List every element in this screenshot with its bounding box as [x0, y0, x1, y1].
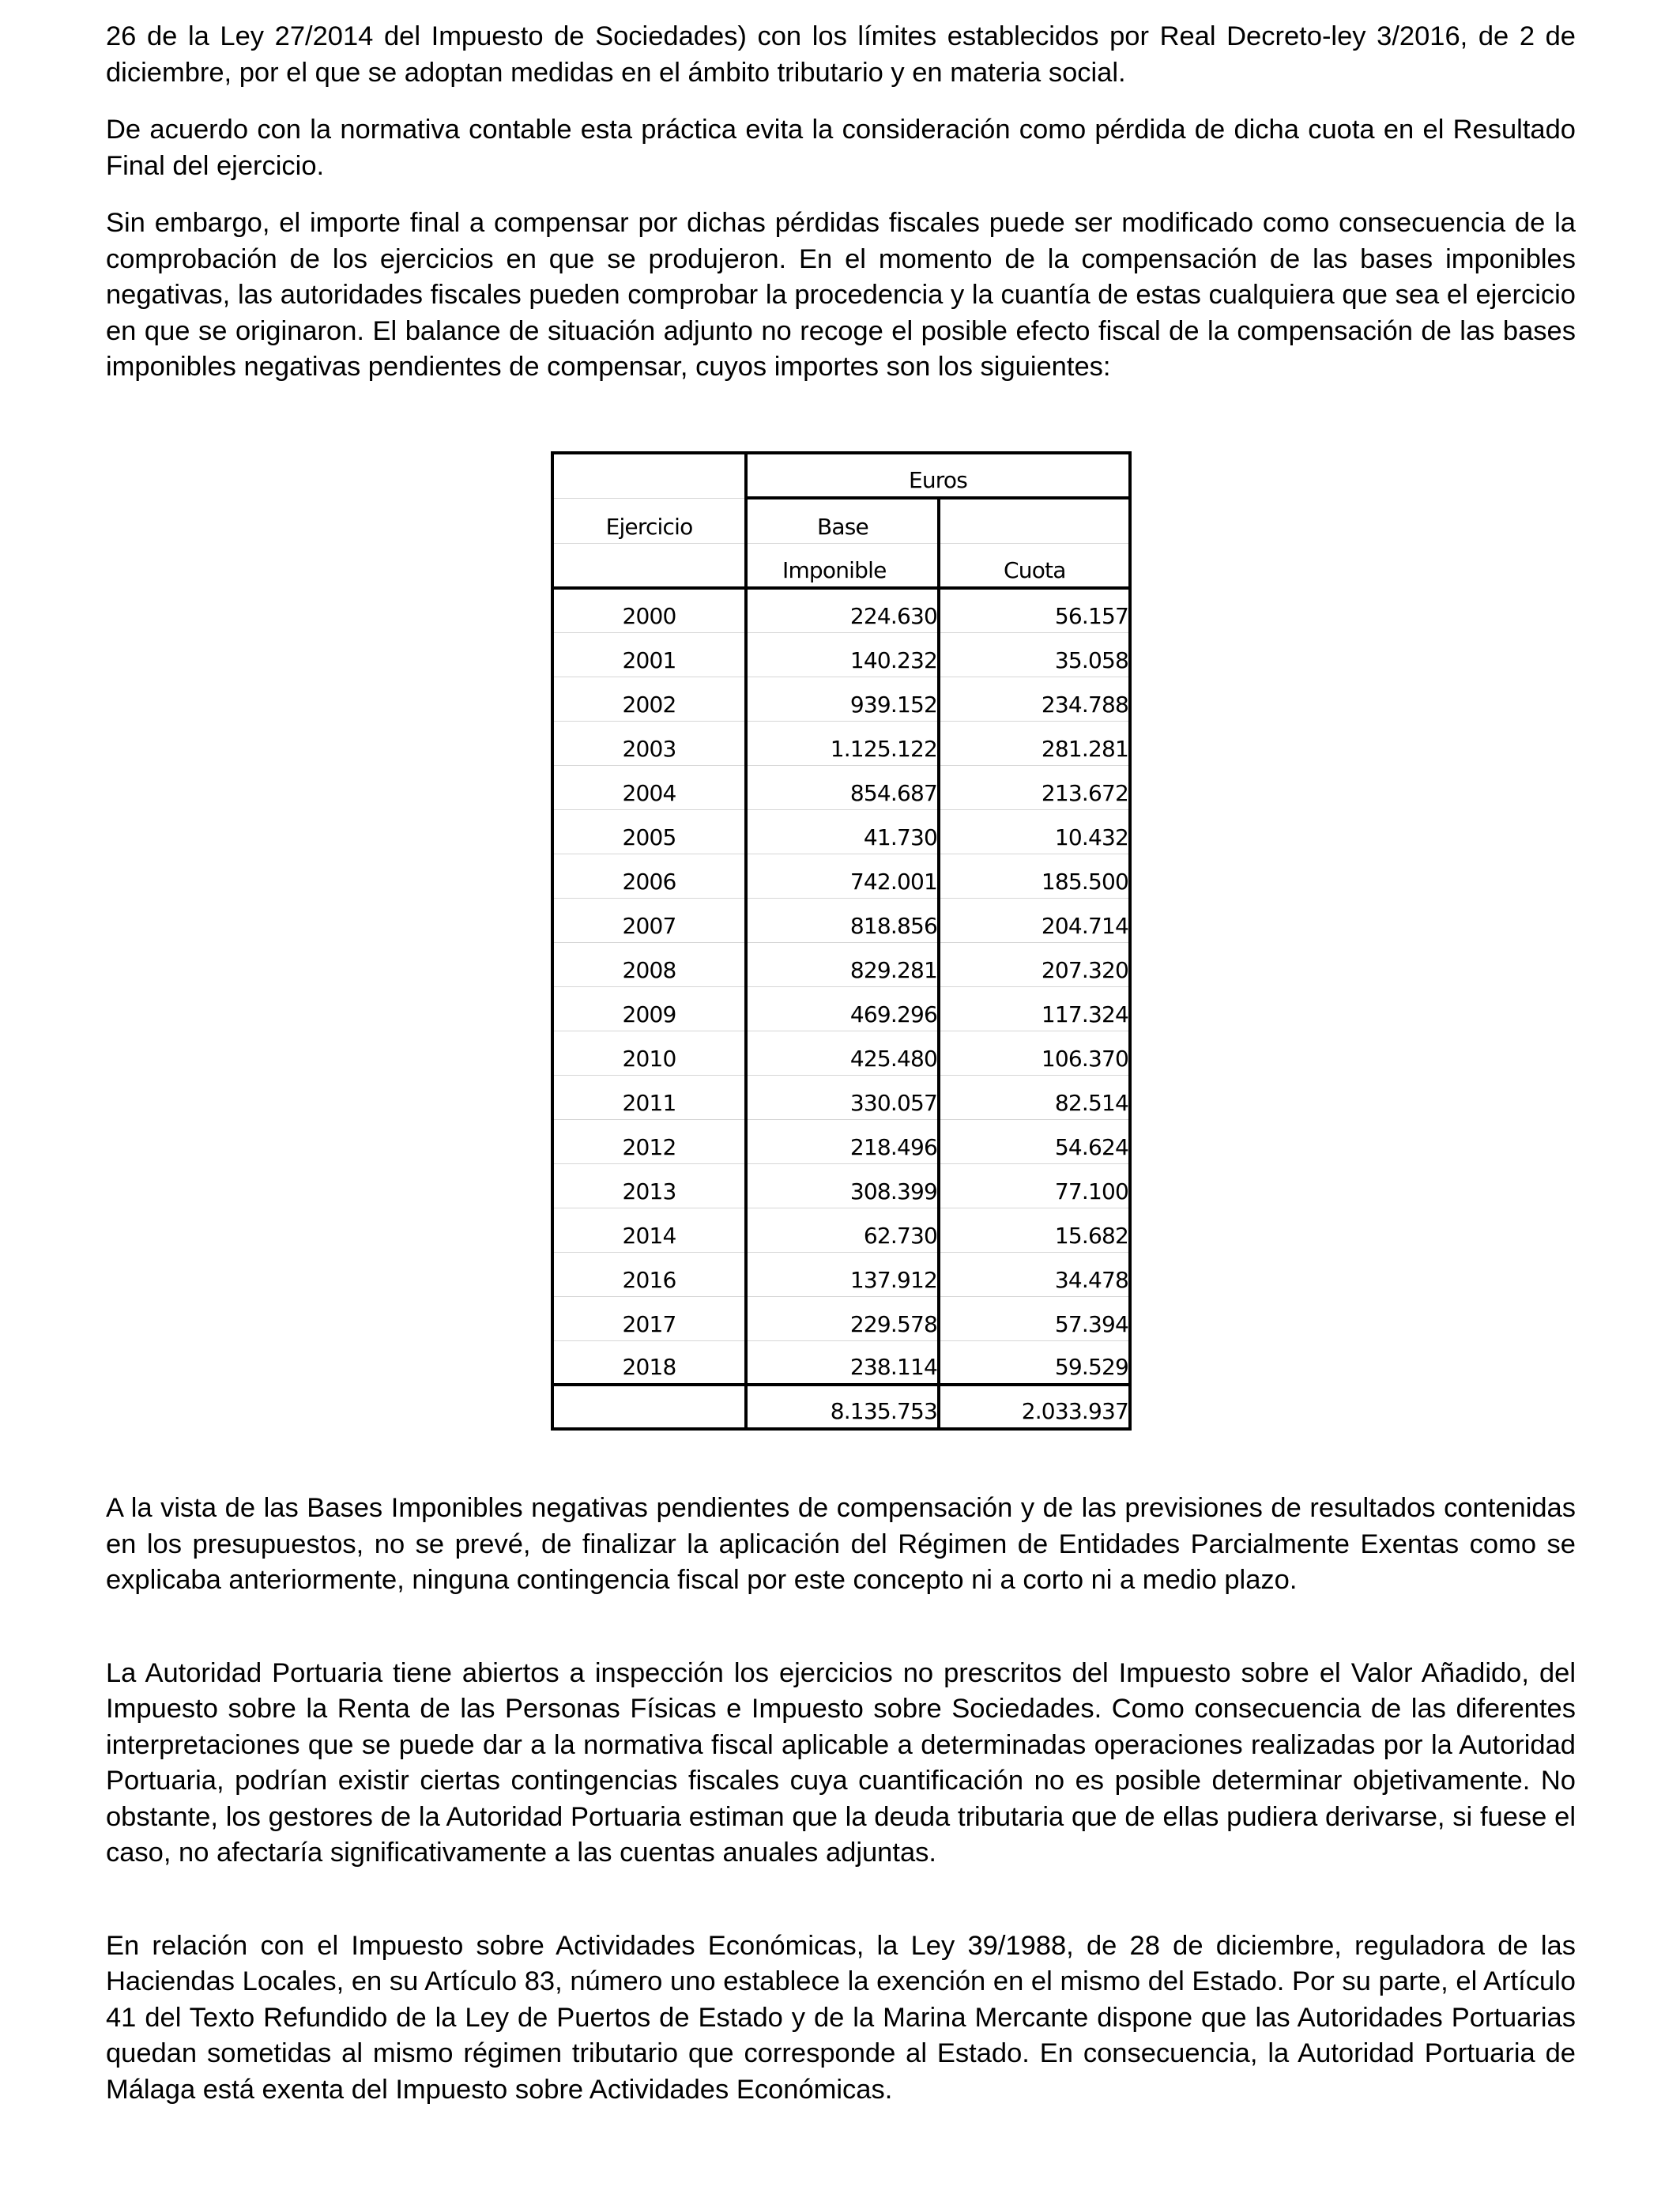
- cell-year: 2000: [552, 588, 746, 632]
- cell-base-imponible: 854.687: [746, 765, 939, 809]
- table-row: [552, 721, 1130, 765]
- header-cuota-empty: [939, 498, 1130, 543]
- cell-year: 2001: [552, 632, 746, 677]
- table-row: [552, 1340, 1130, 1385]
- cell-base-imponible: 140.232: [746, 632, 939, 677]
- cell-base-imponible: 829.281: [746, 942, 939, 986]
- table-row: [552, 765, 1130, 809]
- header-ejercicio: Ejercicio: [552, 498, 746, 543]
- cell-base-imponible: 224.630: [746, 588, 939, 632]
- cell-year: 2003: [552, 721, 746, 765]
- cell-cuota: 204.714: [939, 898, 1130, 942]
- cell-year: 2007: [552, 898, 746, 942]
- table-row: [552, 588, 1130, 632]
- table-row: [552, 986, 1130, 1031]
- table-row: [552, 1208, 1130, 1252]
- header-ejercicio-empty: [552, 543, 746, 588]
- cell-cuota: 106.370: [939, 1031, 1130, 1075]
- cell-base-imponible: 939.152: [746, 677, 939, 721]
- table-row: [552, 942, 1130, 986]
- cell-cuota: 59.529: [939, 1340, 1130, 1385]
- header-base-line2: Imponible: [746, 543, 939, 588]
- cell-cuota: 117.324: [939, 986, 1130, 1031]
- document-page: [106, 19, 1576, 386]
- cell-cuota: 10.432: [939, 809, 1130, 854]
- table-row: [552, 677, 1130, 721]
- table-row: [552, 1075, 1130, 1119]
- cell-year: 2018: [552, 1340, 746, 1385]
- paragraph-iae: En relación con el Impuesto sobre Actividades Económicas, la Ley 39/1988, de 28 de diciembre, reguladora de las Haciendas Locales, en su Artículo 83, número uno establece la exención en el mismo del Estado. Por su parte, el Artículo 41 del Texto Refundido de la Ley de Puertos de Estado y de la Marina Mercante dispone que las Autoridades Portuarias quedan sometidas al mismo régimen tributario que corresponde al Estado. En consecuencia, la Autoridad Portuaria de Málaga está exenta del Impuesto sobre Actividades Económicas.: [106, 1930, 1576, 2105]
- cell-base-imponible: 742.001: [746, 854, 939, 898]
- document-page-bottom: [106, 1491, 1576, 2108]
- paragraph-no-contingency: A la vista de las Bases Imponibles negativas pendientes de compensación y de las previsiones de resultados contenidas en los presupuestos, no se prevé, de finalizar la aplicación del Régimen de Entidades Parcialmente Exentas como se explicaba anteriormente, ninguna contingencia fiscal por este concepto ni a corto ni a medio plazo.: [106, 1493, 1576, 1595]
- cell-cuota: 185.500: [939, 854, 1130, 898]
- cell-base-imponible: 469.296: [746, 986, 939, 1031]
- table-header-row-3: [552, 543, 1130, 588]
- table-row: [552, 1031, 1130, 1075]
- total-label-empty: [552, 1385, 746, 1429]
- table-row: [552, 1296, 1130, 1340]
- cell-cuota: 281.281: [939, 721, 1130, 765]
- paragraph-accounting-practice: De acuerdo con la normativa contable esta práctica evita la consideración como pérdida de dicha cuota en el Resultado Final del ejercicio.: [106, 115, 1576, 181]
- cell-year: 2005: [552, 809, 746, 854]
- header-cuota: Cuota: [939, 543, 1130, 588]
- header-empty-cell: [552, 453, 746, 498]
- cell-base-imponible: 425.480: [746, 1031, 939, 1075]
- cell-base-imponible: 238.114: [746, 1340, 939, 1385]
- cell-base-imponible: 62.730: [746, 1208, 939, 1252]
- tax-bases-table-container: [551, 451, 1132, 1431]
- total-cuota: 2.033.937: [939, 1385, 1130, 1429]
- table-row: [552, 854, 1130, 898]
- cell-base-imponible: 330.057: [746, 1075, 939, 1119]
- table-row: [552, 809, 1130, 854]
- cell-cuota: 56.157: [939, 588, 1130, 632]
- cell-year: 2016: [552, 1252, 746, 1296]
- cell-base-imponible: 229.578: [746, 1296, 939, 1340]
- cell-base-imponible: 1.125.122: [746, 721, 939, 765]
- table-header-row-1: [552, 453, 1130, 498]
- cell-year: 2010: [552, 1031, 746, 1075]
- cell-cuota: 207.320: [939, 942, 1130, 986]
- cell-year: 2004: [552, 765, 746, 809]
- cell-cuota: 82.514: [939, 1075, 1130, 1119]
- cell-cuota: 234.788: [939, 677, 1130, 721]
- cell-cuota: 77.100: [939, 1163, 1130, 1208]
- total-base-imponible: 8.135.753: [746, 1385, 939, 1429]
- cell-base-imponible: 41.730: [746, 809, 939, 854]
- cell-base-imponible: 308.399: [746, 1163, 939, 1208]
- paragraph-intro-continued: 26 de la Ley 27/2014 del Impuesto de Sociedades) con los límites establecidos por Real Decreto-ley 3/2016, de 2 de diciembre, por el que se adoptan medidas en el ámbito tributario y en materia social.: [106, 21, 1576, 88]
- header-euros: Euros: [746, 453, 1130, 498]
- header-base-line1: Base: [746, 498, 939, 543]
- table-row: [552, 1252, 1130, 1296]
- cell-year: 2012: [552, 1119, 746, 1163]
- table-row: [552, 898, 1130, 942]
- cell-year: 2017: [552, 1296, 746, 1340]
- cell-year: 2011: [552, 1075, 746, 1119]
- table-total-row: [552, 1385, 1130, 1429]
- table-row: [552, 632, 1130, 677]
- cell-cuota: 213.672: [939, 765, 1130, 809]
- cell-base-imponible: 137.912: [746, 1252, 939, 1296]
- cell-year: 2008: [552, 942, 746, 986]
- tax-bases-table: [551, 451, 1132, 1431]
- paragraph-inspection: La Autoridad Portuaria tiene abiertos a inspección los ejercicios no prescritos del Impuesto sobre el Valor Añadido, del Impuesto sobre la Renta de las Personas Físicas e Impuesto sobre Sociedades. Como consecuencia de las diferentes interpretaciones que se puede dar a la normativa fiscal aplicable a determinadas operaciones realizadas por la Autoridad Portuaria, podrían existir ciertas contingencias fiscales cuya cuantificación no es posible determinar objetivamente. No obstante, los gestores de la Autoridad Portuaria estiman que la deuda tributaria que de ellas pudiera derivarse, si fuese el caso, no afectaría significativamente a las cuentas anuales adjuntas.: [106, 1657, 1576, 1868]
- paragraph-tax-losses: Sin embargo, el importe final a compensar por dichas pérdidas fiscales puede ser modificado como consecuencia de la comprobación de los ejercicios en que se produjeron. En el momento de la compensación de las bases imponibles negativas, las autoridades fiscales pueden comprobar la procedencia y la cuantía de estas cualquiera que sea el ejercicio en que se originaron. El balance de situación adjunto no recoge el posible efecto fiscal de la compensación de las bases imponibles negativas pendientes de compensar, cuyos importes son los siguientes:: [106, 208, 1576, 382]
- cell-year: 2013: [552, 1163, 746, 1208]
- cell-year: 2009: [552, 986, 746, 1031]
- cell-cuota: 34.478: [939, 1252, 1130, 1296]
- table-row: [552, 1163, 1130, 1208]
- table-header-row-2: [552, 498, 1130, 543]
- cell-base-imponible: 218.496: [746, 1119, 939, 1163]
- cell-cuota: 57.394: [939, 1296, 1130, 1340]
- table-row: [552, 1119, 1130, 1163]
- cell-cuota: 54.624: [939, 1119, 1130, 1163]
- cell-year: 2006: [552, 854, 746, 898]
- cell-cuota: 15.682: [939, 1208, 1130, 1252]
- cell-base-imponible: 818.856: [746, 898, 939, 942]
- cell-year: 2002: [552, 677, 746, 721]
- cell-cuota: 35.058: [939, 632, 1130, 677]
- cell-year: 2014: [552, 1208, 746, 1252]
